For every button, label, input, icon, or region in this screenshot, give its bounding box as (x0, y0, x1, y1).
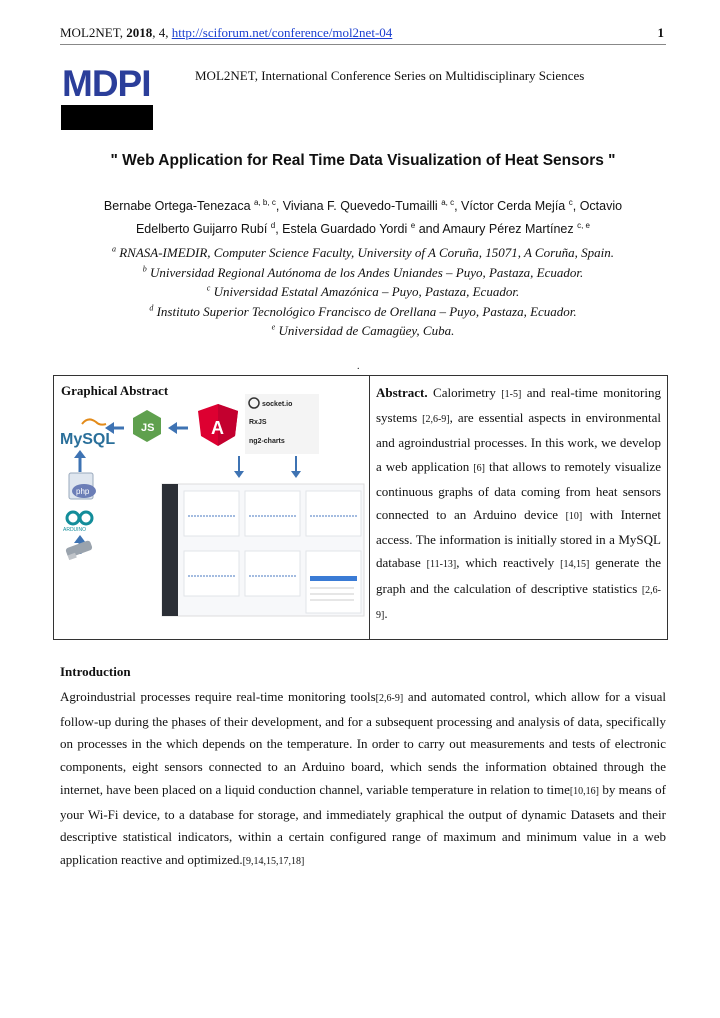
svg-text:A: A (211, 418, 224, 438)
journal-name: MOL2NET, (60, 25, 127, 40)
php-file-icon (69, 473, 96, 499)
graphical-abstract-image (54, 376, 369, 639)
affiliation: $^c$ Universidad Estatal Amazónica – Puyo, Pastaza, Ecuador. (206, 283, 520, 299)
page-number: 1 (657, 25, 664, 40)
mysql-logo (60, 419, 115, 448)
conference-series: MOL2NET, International Conference Series on Multidisciplinary Sciences (195, 68, 585, 83)
arrow-left-icon (168, 422, 188, 434)
nodejs-logo (133, 410, 161, 442)
introduction-text: Agroindustrial processes require real-time monitoring tools[2,6-9] and automated control, which allow for a visual follow-up during the phases of their development, and for a subsequent processing and analysis of data, specifically on processes in the which depends on the temperature. In order to carry out measurements and tests of electronic components, eight sensors connected to an Arduino board, which sends the information obtained through the internet, have been placed on a liquid conduction channel, variable temperature in relation to time[10,16] by means of your Wi-Fi device, to a database for storage, and immediately graphical the output of dynamic Datasets and their descriptive statistical indicators, within a certain configured range of maximum and minimum value in a web application reactive and optimized.[9,14,15,17,18] (60, 689, 666, 867)
dashboard-screenshot (162, 484, 364, 616)
abstract-label: Abstract. (376, 385, 428, 400)
affiliation: $^a$ RNASA-IMEDIR, Computer Science Faculty, University of A Coruña, 15071, A Coruña, Spain. (111, 244, 615, 260)
journal-year: 2018 (126, 25, 153, 40)
graphical-abstract-label: Graphical Abstract (61, 383, 169, 398)
svg-text:ng2-charts: ng2-charts (249, 438, 285, 445)
svg-text:RxJS: RxJS (249, 419, 267, 426)
affiliation: $^b$ Universidad Regional Autónoma de los Andes Uniandes – Puyo, Pastaza, Ecuador. (142, 264, 584, 280)
paper-title: " Web Application for Real Time Data Visualization of Heat Sensors " (110, 152, 616, 169)
affiliation: $^e$ Universidad de Camagüey, Cuba. (271, 322, 455, 338)
abstract-box (53, 375, 668, 640)
header-rule (60, 44, 666, 45)
svg-text:socket.io: socket.io (262, 401, 293, 408)
library-list (245, 394, 319, 454)
introduction-heading: Introduction (60, 664, 131, 679)
arrow-up-icon (74, 450, 86, 472)
running-header (60, 25, 666, 41)
affiliation-list (60, 243, 666, 341)
mdpi-logo-text: MDPI (62, 63, 151, 104)
affiliation: $^d$ Instituto Superior Tecnológico Francisco de Orellana – Puyo, Pastaza, Ecuador. (149, 303, 577, 319)
arduino-logo (63, 512, 92, 533)
author-list: Bernabe Ortega-Tenezaca $^{a, b, c}$, Viviana F. Quevedo-Tumailli $^{a, c}$, Víctor Cerda Mejía $^c$, Octavio Edelberto Guijarro Rubí $^d$, Estela Guardado Yordi $^e$ and Amaury Pérez Martínez $^{c, e}$ (103, 197, 623, 236)
svg-text:ARDUINO: ARDUINO (63, 527, 87, 533)
svg-text:php: php (76, 487, 90, 496)
mdpi-logo (61, 63, 153, 130)
separator-dot: . (357, 361, 360, 372)
svg-text:MySQL: MySQL (60, 431, 116, 448)
column-divider (369, 376, 370, 639)
abstract-text: Abstract. Calorimetry [1-5] and real-time monitoring systems [2,6-9], are essential aspects in environmental and agroindustrial processes. In this work, we develop a web application [6] that allows to remotely visualize continuous graphs of data coming from heat sensors connected to an Arduino device [10] with Internet access. The information is initially stored in a MySQL database [11-13], which reactively [14,15] generate the graph and the calculation of descriptive statistics [2,6-9]. (376, 385, 662, 621)
journal-volume: , 4, (152, 25, 172, 40)
svg-text:JS: JS (141, 422, 155, 434)
arrow-down-icon (234, 456, 301, 478)
conference-link[interactable]: http://sciforum.net/conference/mol2net-04 (171, 25, 393, 40)
